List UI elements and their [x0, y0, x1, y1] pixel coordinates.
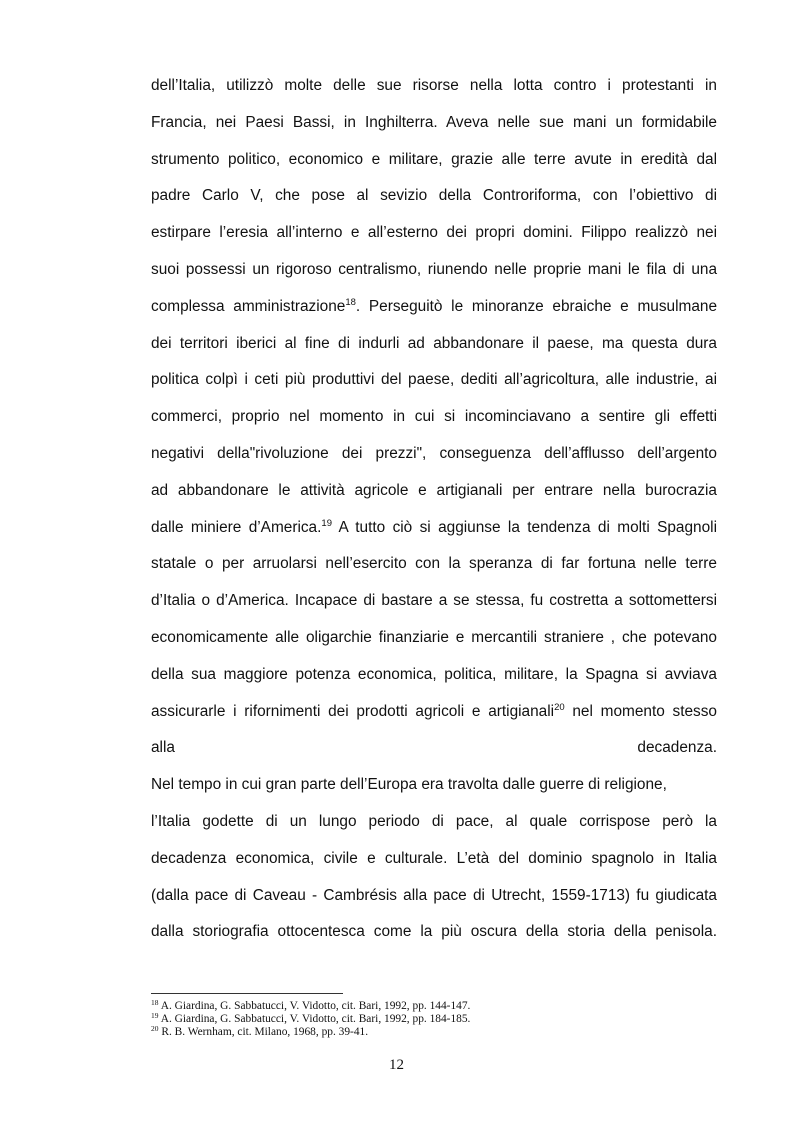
text-segment: A tutto ciò si aggiunse la tendenza di molti Spagnoli: [331, 518, 718, 536]
footnote-number: 20: [151, 1024, 159, 1033]
text-segment: nel momento stesso: [564, 702, 717, 720]
text-segment: complessa amministrazione: [151, 297, 346, 315]
text-segment: assicurarle i rifornimenti dei prodotti agricoli e artigianali: [151, 702, 555, 720]
text-line: [151, 956, 717, 993]
footnote-number: 18: [151, 998, 159, 1007]
text-line: alla decadenza.: [151, 739, 717, 757]
footnote-ref-18[interactable]: 18: [345, 296, 356, 308]
footnotes: [151, 1000, 717, 1039]
text-line: estirpare l’eresia all’interno e all’esterno dei propri domini. Filippo realizzò nei: [151, 224, 717, 242]
text-line: d’Italia o d’America. Incapace di bastare a se stessa, fu costretta a sottomettersi: [151, 592, 717, 610]
footnote-separator: [151, 993, 343, 994]
footnote-text: A. Giardina, G. Sabbatucci, V. Vidotto, cit. Bari, 1992, pp. 184-185.: [158, 1013, 471, 1025]
text-line: suoi possessi un rigoroso centralismo, riunendo nelle proprie mani le fila di una: [151, 260, 717, 278]
text-line: ad abbandonare le attività agricole e artigianali per entrare nella burocrazia: [151, 481, 717, 499]
text-line: Francia, nei Paesi Bassi, in Inghilterra. Aveva nelle sue mani un formidabile: [151, 113, 717, 131]
page-number: 12: [389, 1057, 404, 1073]
text-line: Nel tempo in cui gran parte dell’Europa era travolta dalle guerre di religione,: [151, 776, 667, 794]
text-line: della sua maggiore potenza economica, politica, militare, la Spagna si avviava: [151, 665, 717, 683]
footnote-ref-20[interactable]: 20: [554, 701, 565, 713]
footnote-number: 19: [151, 1011, 159, 1020]
footnote-item: [151, 1026, 717, 1039]
text-line: politica colpì i ceti più produttivi del paese, dediti all’agricoltura, alle industrie, ai: [151, 371, 717, 389]
text-line: economicamente alle oligarchie finanziarie e mercantili straniere , che potevano: [151, 628, 717, 646]
footnote-text: R. B. Wernham, cit. Milano, 1968, pp. 39-41.: [158, 1026, 369, 1038]
text-segment: . Perseguitò le minoranze ebraiche e musulmane: [355, 297, 718, 315]
text-line: dei territori iberici al fine di indurli ad abbandonare il paese, ma questa dura: [151, 334, 717, 352]
text-line: l’Italia godette di un lungo periodo di pace, al quale corrispose però la: [151, 812, 717, 830]
text-line: padre Carlo V, che pose al sevizio della Controriforma, con l’obiettivo di: [151, 187, 717, 205]
text-line: dalla storiografia ottocentesca come la più oscura della storia della penisola.: [151, 923, 717, 941]
text-line: [151, 699, 717, 736]
text-line: [151, 515, 717, 552]
text-line: commerci, proprio nel momento in cui si incominciavano a sentire gli effetti: [151, 408, 717, 426]
text-line: (dalla pace di Caveau - Cambrésis alla pace di Utrecht, 1559-1713) fu giudicata: [151, 886, 717, 904]
text-segment: dalle miniere d’America.: [151, 518, 322, 536]
text-line: statale o per arruolarsi nell’esercito con la speranza di far fortuna nelle terre: [151, 555, 717, 573]
footnote-item: [151, 1000, 717, 1013]
footnote-text: A. Giardina, G. Sabbatucci, V. Vidotto, cit. Bari, 1992, pp. 144-147.: [158, 1000, 471, 1012]
text-line: decadenza economica, civile e culturale. L’età del dominio spagnolo in Italia: [151, 849, 717, 867]
text-line: [151, 294, 717, 331]
text-line: strumento politico, economico e militare, grazie alle terre avute in eredità dal: [151, 150, 717, 168]
footnote-item: [151, 1013, 717, 1026]
footnote-ref-19[interactable]: 19: [321, 517, 332, 529]
text-line: negativi della"rivoluzione dei prezzi", conseguenza dell’afflusso dell’argento: [151, 444, 717, 462]
text-line: dell’Italia, utilizzò molte delle sue risorse nella lotta contro i protestanti in: [151, 77, 717, 94]
body-text: [151, 73, 717, 993]
